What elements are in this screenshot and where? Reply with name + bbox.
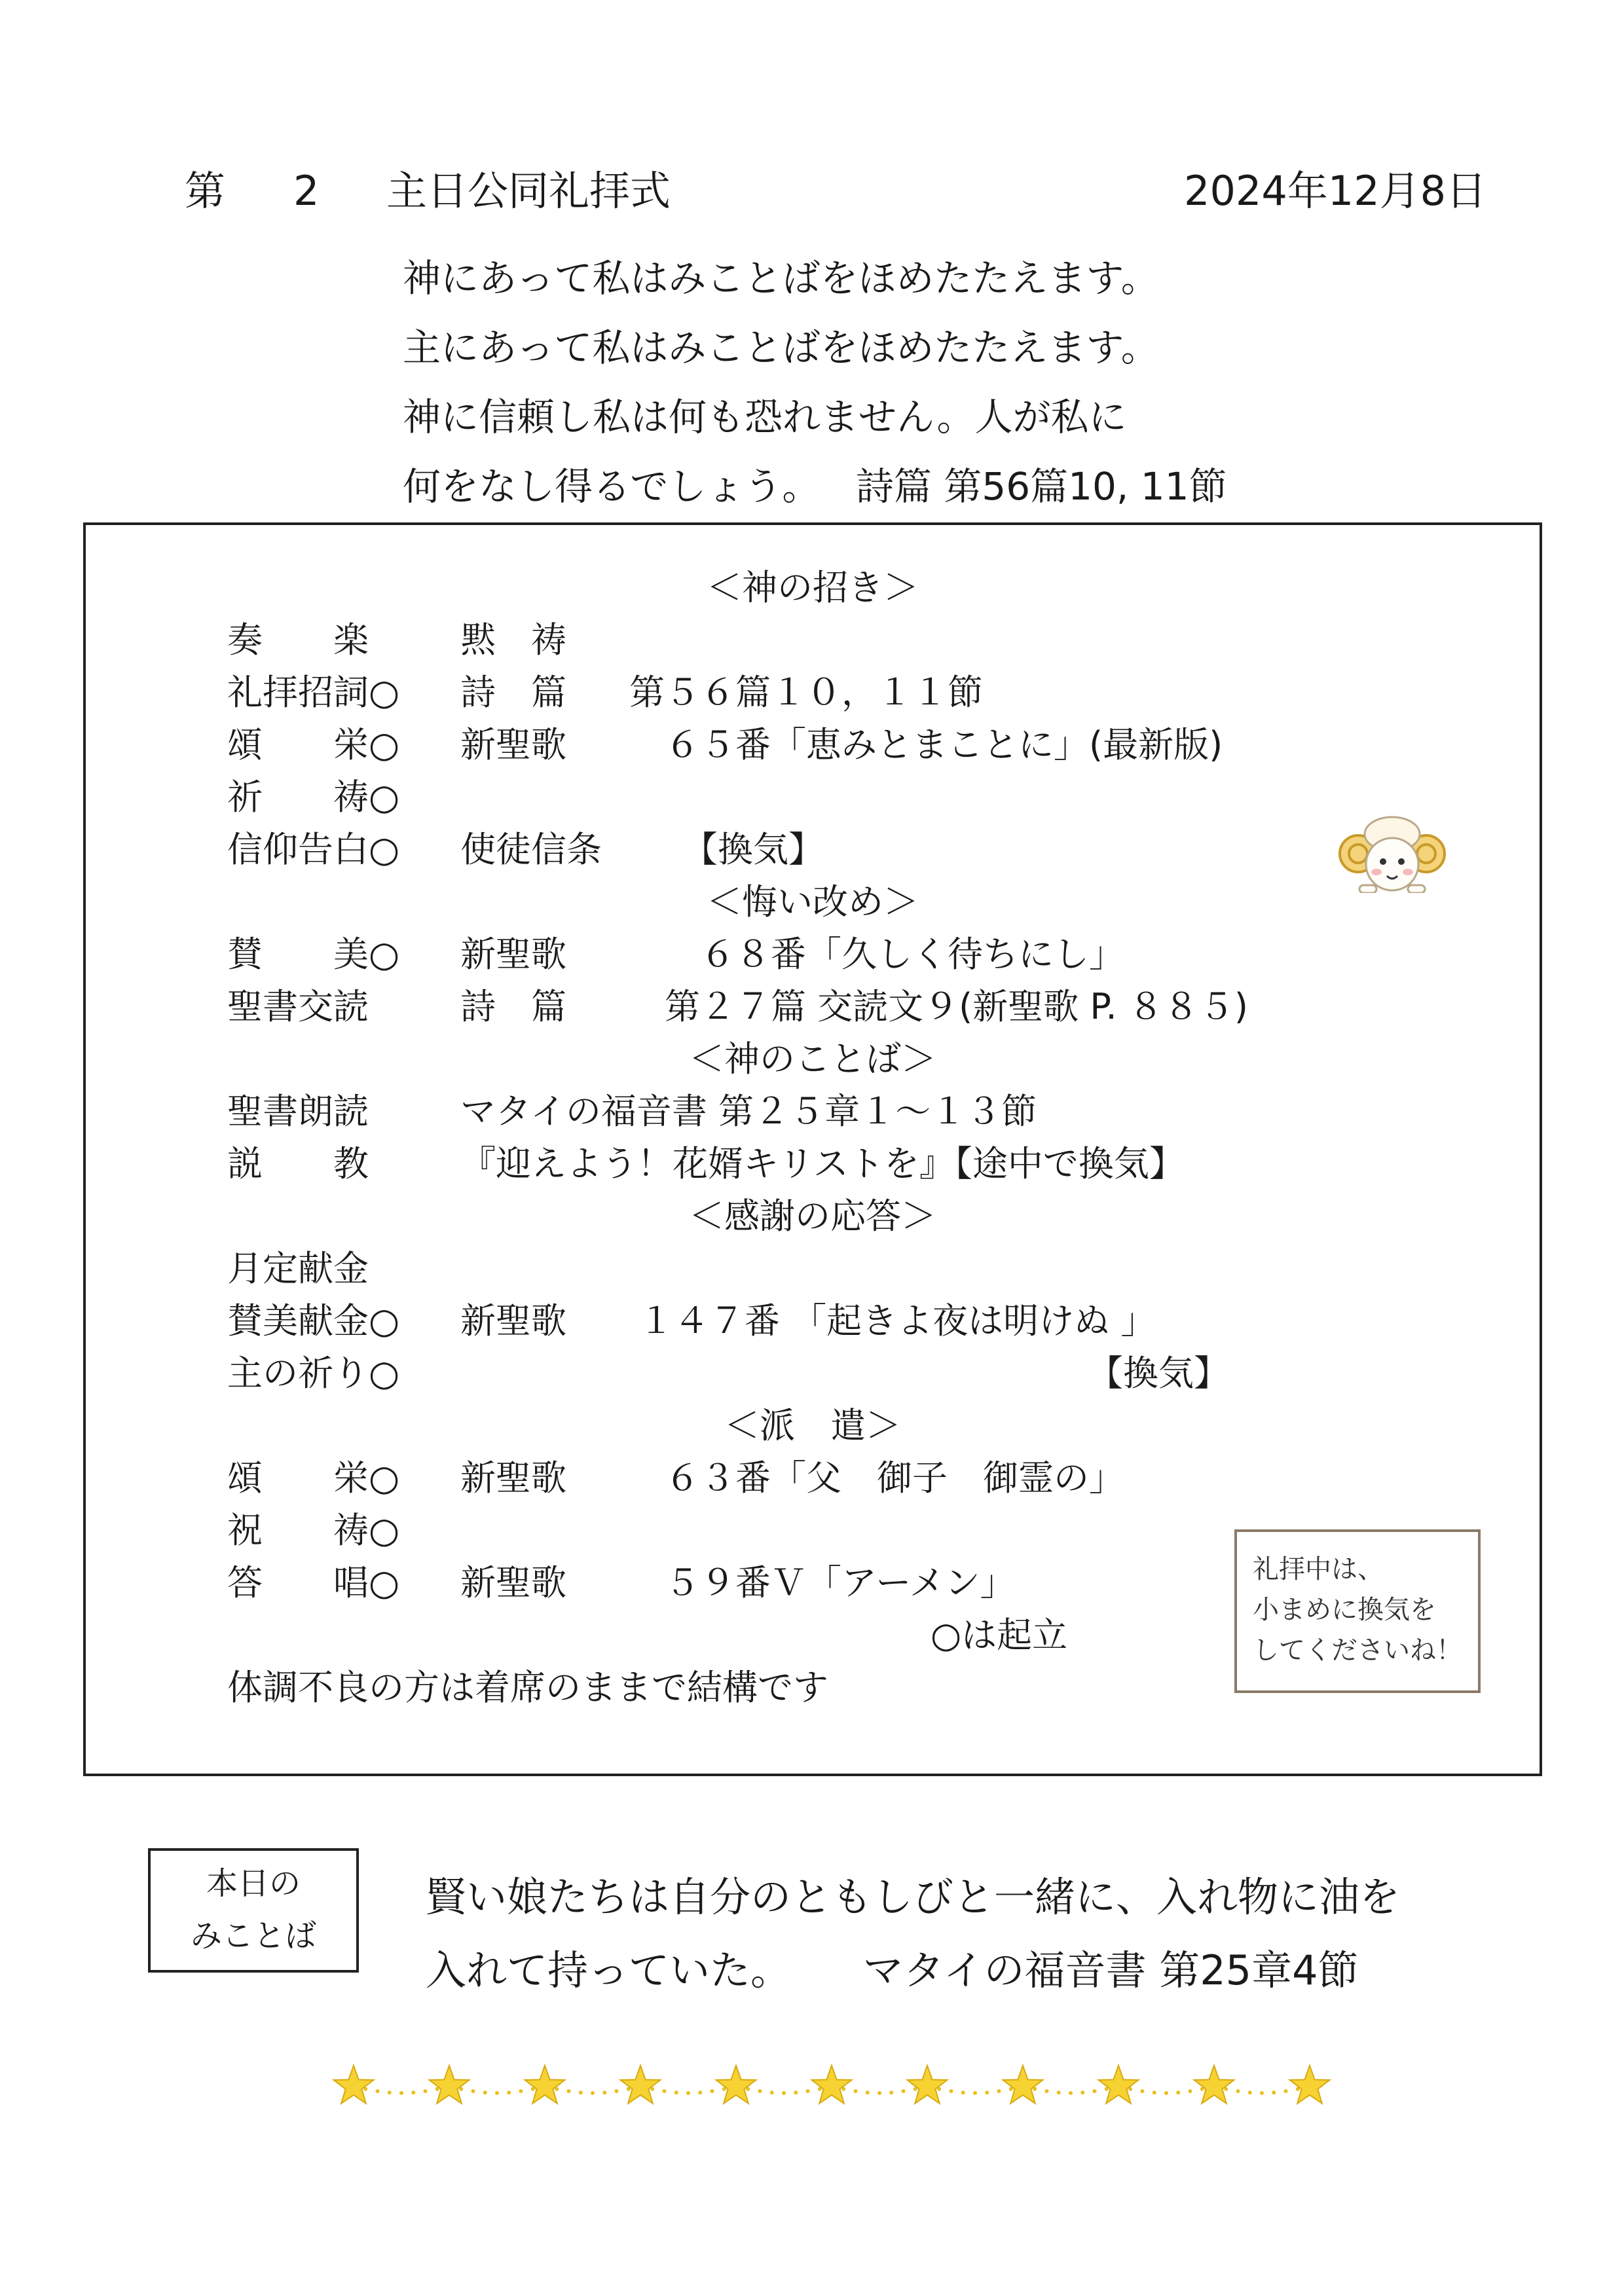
item-detail-extra: 【換気】 (1088, 1353, 1229, 1394)
item-label: 祝 祷○ (227, 1510, 400, 1551)
verse-line-4-text: 何をなし得るでしょう。 (403, 464, 821, 509)
star-dot (1080, 2090, 1084, 2094)
standing-note: ○は起立 (931, 1614, 1068, 1656)
todays-word-line-2 (426, 1944, 1359, 1997)
item-detail: マタイの福音書 第２５章１〜１３節 (460, 1091, 1037, 1132)
todays-word-line-1: 賢い娘たちは自分のともしびと一緒に、入れ物に油を (426, 1873, 1401, 1921)
star-dot (758, 2089, 762, 2093)
star-dot (674, 2090, 678, 2094)
star-dot (663, 2089, 667, 2093)
item-label: 説 教 (227, 1143, 369, 1184)
verse-line-3: 神に信頼し私は何も恐れません。人が私に (403, 395, 1127, 439)
item-label: 奏 楽 (227, 619, 369, 661)
star-dot (806, 2089, 810, 2093)
item-detail: 使徒信条 (460, 829, 602, 870)
star-dot (602, 2090, 606, 2094)
item-detail: 詩 篇 (460, 986, 566, 1027)
star-dot (1260, 2091, 1264, 2095)
star-dot (889, 2090, 893, 2094)
star-dot (1176, 2090, 1180, 2094)
item-label: 聖書朗読 (227, 1091, 369, 1132)
service-number: 2 (293, 167, 320, 215)
star-dot (567, 2089, 571, 2093)
item-detail: 新聖歌 (460, 934, 566, 975)
star-dot (1164, 2091, 1168, 2095)
todays-word-label (148, 1848, 359, 1973)
star-icon (525, 2066, 565, 2104)
star-dot (495, 2091, 499, 2095)
item-detail-extra: 第５６篇１０，１１節 (629, 672, 983, 713)
verse-line-1: 神にあって私はみことばをほめたたえます。 (403, 256, 1159, 301)
star-dot (854, 2089, 858, 2093)
item-detail-extra: ５９番Ｖ「アーメン」 (629, 1562, 1016, 1603)
star-dot (1189, 2089, 1192, 2093)
ventilation-note-line: 礼拝中は、 (1253, 1554, 1384, 1584)
health-note: 体調不良の方は着席のままで結構です (227, 1667, 828, 1708)
section-sending: ＜派 遣＞ (724, 1405, 901, 1446)
star-dot (615, 2089, 619, 2093)
item-detail-extra: ６８番「久しく待ちにし」 (629, 934, 1124, 975)
star-dot (961, 2090, 965, 2094)
star-dot (985, 2090, 989, 2094)
star-dot (388, 2090, 392, 2094)
item-label: 主の祈り○ (227, 1353, 400, 1394)
ventilation-note-line: してくださいね！ (1253, 1635, 1462, 1666)
verse-line-2: 主にあって私はみことばをほめたたえます。 (403, 325, 1159, 370)
star-icon (621, 2066, 661, 2104)
star-dot (973, 2091, 977, 2095)
star-icon (1003, 2066, 1043, 2104)
star-dot (1284, 2089, 1288, 2093)
star-dot (794, 2090, 798, 2094)
item-detail: 新聖歌 (460, 1300, 566, 1341)
star-icon (334, 2066, 374, 2104)
todays-word-line-2-text: 入れて持っていた。 (426, 1946, 792, 1994)
item-detail-extra: 第２７篇 交読文９(新聖歌 P. ８８５) (629, 986, 1248, 1027)
star-dot (770, 2090, 774, 2094)
section-response: ＜感謝の応答＞ (689, 1195, 936, 1237)
star-icon (716, 2066, 756, 2104)
star-icon (812, 2066, 852, 2104)
todays-word-reference: マタイの福音書 第25章4節 (862, 1946, 1359, 1994)
star-dot (902, 2089, 906, 2093)
star-dot (1153, 2090, 1156, 2094)
item-label: 賛 美○ (227, 934, 400, 975)
star-dot (877, 2091, 881, 2095)
star-dot (950, 2089, 953, 2093)
star-dot (1272, 2090, 1276, 2094)
item-detail-extra: 【換気】 (629, 829, 824, 870)
star-dot (710, 2089, 714, 2093)
verse-line-4 (403, 462, 1227, 511)
sermon-title: 『迎えよう！花婿キリストを』【途中で換気】 (460, 1143, 1185, 1184)
todays-word-label-line: 本日の (206, 1865, 301, 1902)
item-label: 頌 栄○ (227, 1457, 400, 1499)
item-label: 祈 祷○ (227, 776, 400, 818)
star-dot (1069, 2091, 1073, 2095)
sheep-icon (1333, 808, 1451, 893)
star-dot (1045, 2089, 1049, 2093)
star-dot (399, 2091, 403, 2095)
star-dot (579, 2090, 583, 2094)
item-label: 賛美献金○ (227, 1300, 400, 1341)
item-label: 答 唱○ (227, 1562, 400, 1603)
star-dot (1057, 2090, 1061, 2094)
star-dot (591, 2091, 595, 2095)
star-dot (471, 2089, 475, 2093)
star-icon (1194, 2066, 1234, 2104)
item-label: 聖書交読 (227, 986, 369, 1027)
star-dot (997, 2089, 1001, 2093)
star-dot (1248, 2090, 1252, 2094)
item-detail-extra: ６５番「恵みとまことに」(最新版) (629, 724, 1223, 765)
star-icon (1290, 2066, 1330, 2104)
item-label: 月定献金 (227, 1248, 369, 1289)
ventilation-note-line: 小まめに換気を (1253, 1595, 1436, 1625)
item-detail: 黙 祷 (460, 619, 566, 661)
star-dot (1236, 2089, 1240, 2093)
item-label: 信仰告白○ (227, 829, 400, 870)
ventilation-note (1234, 1529, 1481, 1693)
section-word-of-god: ＜神のことば＞ (689, 1038, 936, 1080)
item-detail: 新聖歌 (460, 724, 566, 765)
star-icon (908, 2066, 948, 2104)
star-dot (424, 2089, 428, 2093)
star-border (327, 2059, 1336, 2118)
star-dot (698, 2090, 702, 2094)
item-detail: 詩 篇 (460, 672, 566, 713)
star-dot (507, 2090, 511, 2094)
item-detail-extra: １４７番 「起きよ夜は明けぬ 」 (638, 1300, 1156, 1341)
item-label: 礼拝招詞○ (227, 672, 400, 713)
star-dot (483, 2090, 487, 2094)
star-icon (1099, 2066, 1139, 2104)
star-dot (1141, 2089, 1145, 2093)
item-detail-extra: ６３番「父 御子 御霊の」 (629, 1457, 1124, 1499)
star-icon (430, 2066, 470, 2104)
item-detail: 新聖歌 (460, 1457, 566, 1499)
section-invitation: ＜神の招き＞ (707, 567, 919, 608)
star-dot (782, 2091, 786, 2095)
star-dot (519, 2089, 523, 2093)
service-date: 2024年12月8日 (1184, 167, 1487, 215)
todays-word-label-line: みことば (190, 1918, 316, 1954)
star-dot (1093, 2089, 1097, 2093)
verse-reference: 詩篇 第56篇10, 11節 (855, 464, 1227, 509)
star-dot (866, 2090, 870, 2094)
section-repentance: ＜悔い改め＞ (707, 881, 919, 922)
star-dot (376, 2089, 380, 2093)
page-title: 主日公同礼拝式 (386, 167, 671, 215)
item-label: 頌 栄○ (227, 724, 400, 765)
service-number-label: 第 (185, 167, 226, 215)
star-dot (686, 2091, 690, 2095)
star-dot (411, 2090, 415, 2094)
item-detail: 新聖歌 (460, 1562, 566, 1603)
